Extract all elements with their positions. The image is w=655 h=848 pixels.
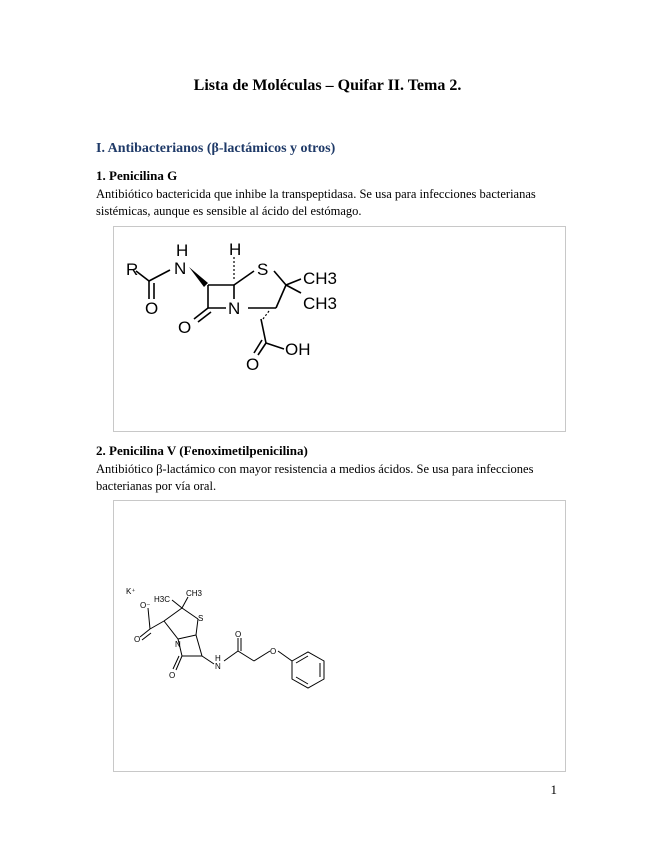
atom-label-k-plus: K⁺ [126, 587, 136, 596]
structure-figure-penicilina-g [113, 226, 566, 432]
penicilina-g-structure [114, 227, 567, 433]
item-description-penicilina-v: Antibiótico β-lactámico con mayor resistencia a medios ácidos. Se usa para infecciones bacterianas por vía oral. [96, 462, 534, 493]
atom-label-s: S [257, 260, 269, 279]
atom-label-n-amide: N [215, 662, 221, 671]
atom-label-ch3-bottom: CH3 [303, 294, 338, 313]
atom-label-ch3: CH3 [186, 589, 203, 598]
atom-label-o-lactam: O [169, 671, 176, 680]
atom-label-o-minus: O⁻ [140, 601, 151, 610]
atom-label-o-amide: O [235, 630, 242, 639]
atom-label-n-amide: N [174, 259, 187, 278]
atom-label-o-ether: O [270, 647, 277, 656]
item-description-penicilina-g: Antibiótico bactericida que inhibe la transpeptidasa. Se usa para infecciones bacterianas sistémicas, aunque es sensible al ácido del estómago. [96, 187, 536, 218]
document-title: Lista de Moléculas – Quifar II. Tema 2. [193, 77, 462, 94]
atom-label-nh: H [215, 654, 221, 663]
atom-label-r: R [126, 260, 139, 279]
page-number: 1 [550, 782, 557, 797]
atom-label-o-acid: O [246, 355, 260, 374]
atom-label-h-amide: H [176, 241, 189, 260]
atom-label-h-ring: H [229, 240, 242, 259]
structure-figure-penicilina-v [113, 500, 566, 772]
atom-label-o-carboxylate: O [134, 635, 141, 644]
atom-label-n-ring: N [228, 299, 241, 318]
atom-label-ch3-top: CH3 [303, 269, 338, 288]
section-title: I. Antibacterianos (β-lactámicos y otros) [96, 141, 336, 156]
atom-label-oh: OH [285, 340, 311, 359]
atom-label-o-amide: O [145, 299, 159, 318]
atom-label-o-lactam: O [178, 318, 192, 337]
atom-label-s: S [198, 614, 204, 623]
atom-label-h3c: H3C [154, 595, 171, 604]
atom-label-n-ring: N [175, 640, 181, 649]
item-heading-penicilina-v: 2. Penicilina V (Fenoximetilpenicilina) [96, 443, 308, 458]
penicilina-v-structure [114, 501, 567, 773]
item-heading-penicilina-g: 1. Penicilina G [96, 168, 178, 183]
